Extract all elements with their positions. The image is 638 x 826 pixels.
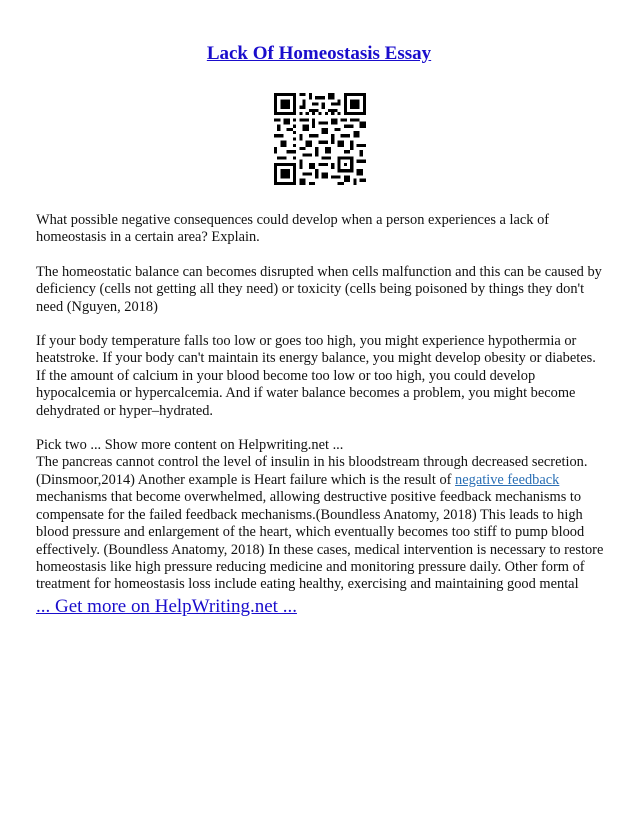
page-title: [0, 43, 638, 65]
paragraph-disruption: The homeostatic balance can becomes disrupted when cells malfunction and this can be caused by deficiency (cells not getting all they need) or toxicity (cells being poisoned by things they don't need (Nguyen, 2018): [36, 263, 602, 315]
negative-feedback-link[interactable]: negative feedback: [455, 471, 560, 488]
get-more-link[interactable]: ... Get more on HelpWriting.net ...: [36, 596, 297, 617]
paragraph-consequences: If your body temperature falls too low or goes too high, you might experience hypothermia or heatstroke. If your body can't maintain its energy balance, you might develop obesity or diabetes. If the amount of calcium in your blood become too low or too high, you could develop hypocalcemia or hypercalcemia. And if water balance becomes a problem, you might become dehydrated or hyper–hydrated.: [36, 333, 596, 419]
essay-body: [36, 212, 606, 611]
paragraph-pick-two: Pick two ... Show more content on Helpwriting.net ...: [36, 437, 344, 454]
paragraph-question: What possible negative consequences could develop when a person experiences a lack of homeostasis in a certain area? Explain.: [36, 212, 550, 246]
paragraph-examples-text-b: mechanisms that become overwhelmed, allowing destructive positive feedback mechanisms to compensate for the failed feedback mechanisms.(Boundless Anatomy, 2018) This leads to high blood pressure and enlargement of the heart, which eventually becomes too stiff to pump blood effectively. (Boundless Anatomy, 2018) In these cases, medical intervention is necessary to restore homeostasis like high pressure reducing medicine and monitoring pressure daily. Other form of treatment for homeostasis loss include eating healthy, exercising and maintaining good mental: [36, 489, 604, 593]
qr-code-icon: [274, 93, 366, 185]
paragraph-examples: [36, 454, 606, 593]
title-link[interactable]: Lack Of Homeostasis Essay: [206, 43, 432, 64]
paragraph-examples-text-a: The pancreas cannot control the level of insulin in his bloodstream through decreased secretion. (Dinsmoor,2014) Another example is Heart failure which is the result of: [36, 454, 588, 488]
